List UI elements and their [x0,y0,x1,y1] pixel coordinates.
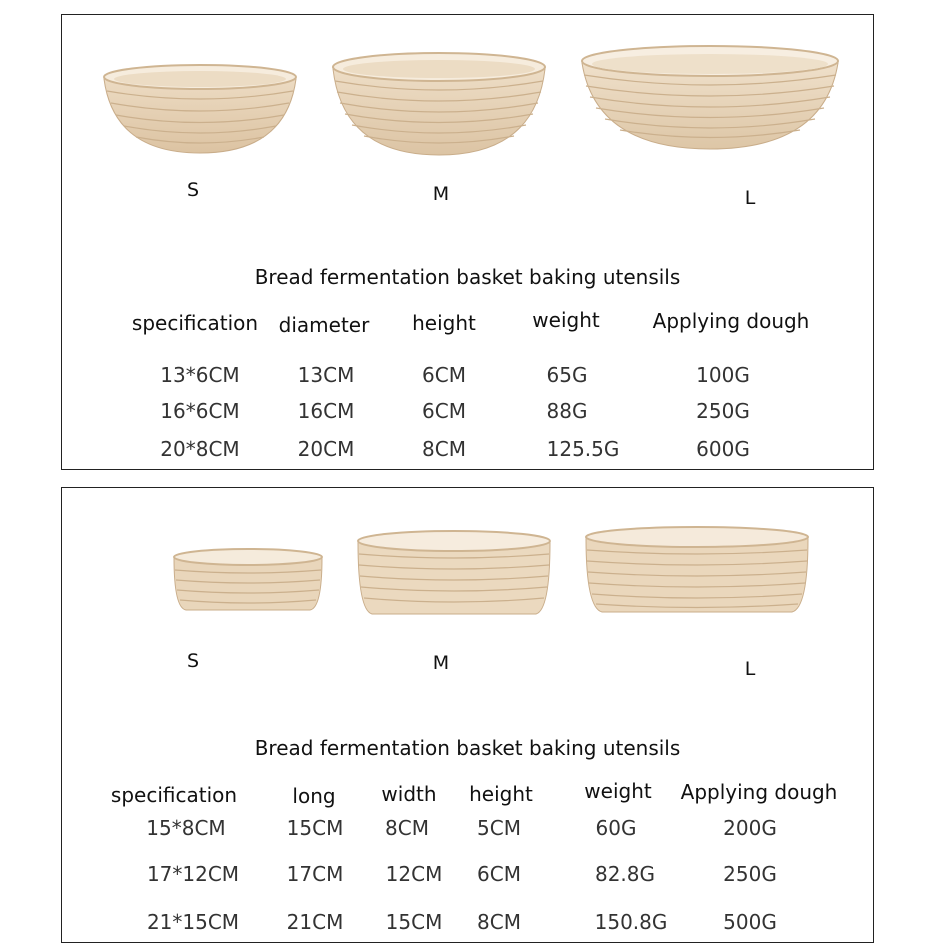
round-header-applying-dough: Applying dough [652,309,810,333]
round-size-label-m: M [432,183,450,205]
table-cell: 12CM [385,862,443,886]
table-cell: 100G [696,363,750,387]
table-cell: 8CM [422,437,466,461]
oval-basket-s-image [170,546,326,614]
oval-size-label-m: M [432,652,450,674]
table-cell: 20CM [297,437,355,461]
table-cell: 200G [723,816,777,840]
table-cell: 16*6CM [160,399,240,423]
table-cell: 8CM [385,816,429,840]
round-header-diameter: diameter [278,313,370,337]
oval-table-title: Bread fermentation basket baking utensils [254,736,681,760]
table-cell: 13*6CM [160,363,240,387]
table-cell: 8CM [477,910,521,934]
table-cell: 150.8G [594,910,668,934]
table-cell: 16CM [297,399,355,423]
table-cell: 88G [546,399,588,423]
oval-size-label-s: S [186,650,200,672]
round-header-specification: specification [131,311,259,335]
round-header-weight: weight [532,308,600,332]
table-cell: 17*12CM [146,862,240,886]
table-cell: 5CM [477,816,521,840]
table-cell: 125.5G [546,437,620,461]
table-cell: 13CM [297,363,355,387]
table-cell: 21*15CM [146,910,240,934]
round-size-label-s: S [186,179,200,201]
oval-header-long: long [292,784,336,808]
oval-header-specification: specification [110,783,238,807]
round-basket-m-image [329,47,549,159]
oval-header-width: width [381,782,437,806]
table-cell: 15CM [385,910,443,934]
table-cell: 600G [696,437,750,461]
oval-basket-m-image [354,528,554,618]
oval-size-label-l: L [744,658,756,680]
table-cell: 17CM [286,862,344,886]
round-basket-s-image [100,59,300,159]
table-cell: 21CM [286,910,344,934]
round-basket-l-image [578,41,842,153]
round-basket-panel [61,14,874,470]
table-cell: 65G [546,363,588,387]
table-cell: 82.8G [594,862,656,886]
round-table-title: Bread fermentation basket baking utensils [254,265,681,289]
oval-basket-panel [61,487,874,943]
table-cell: 60G [595,816,637,840]
table-cell: 6CM [422,399,466,423]
table-cell: 250G [696,399,750,423]
table-cell: 500G [723,910,777,934]
table-cell: 6CM [422,363,466,387]
table-cell: 6CM [477,862,521,886]
table-cell: 20*8CM [160,437,240,461]
round-header-height: height [412,311,476,335]
oval-basket-l-image [582,524,812,616]
table-cell: 250G [723,862,777,886]
table-cell: 15CM [286,816,344,840]
oval-header-applying-dough: Applying dough [680,780,838,804]
oval-header-weight: weight [584,779,652,803]
round-size-label-l: L [744,187,756,209]
oval-header-height: height [469,782,533,806]
table-cell: 15*8CM [146,816,226,840]
